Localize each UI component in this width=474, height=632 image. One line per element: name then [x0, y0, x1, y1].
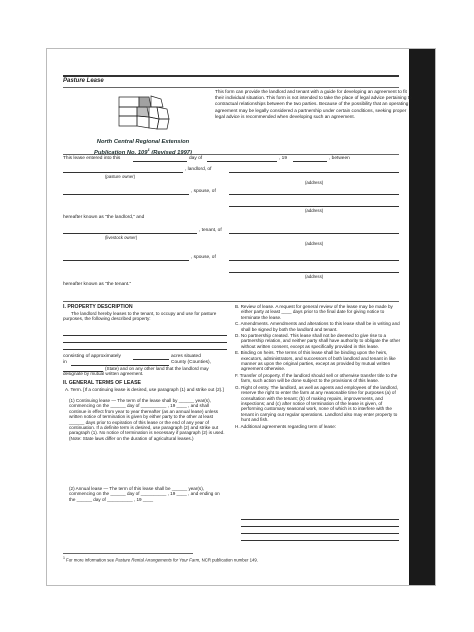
footnote-rule	[63, 553, 193, 554]
publication-line-2: Publication No. $109^1$ (Revised 1997)	[94, 147, 192, 156]
property-description-line-2[interactable]	[63, 342, 227, 343]
address-caption: (address)	[305, 274, 324, 279]
tenant-spouse-field[interactable]	[63, 260, 189, 261]
entered-into-label: This lease entered into this	[63, 156, 121, 161]
section-2-heading: II. GENERAL TERMS OF LEASE	[63, 380, 142, 386]
top-rule	[63, 75, 399, 77]
in-label: in	[63, 360, 67, 365]
between-label: , between	[329, 156, 350, 161]
consisting-label: consisting of approximately	[63, 354, 121, 359]
footnote: $^1$ For more information see Pasture Rental Arrangements for Your Farm, NCR publication number 149.	[63, 556, 258, 563]
footnote-marker: 1	[63, 556, 65, 560]
tenant-spouse-address-field[interactable]	[229, 260, 399, 261]
landlord-spouse-address-field[interactable]	[229, 194, 399, 195]
right-column	[235, 304, 401, 429]
day-of-label: day of	[189, 156, 203, 161]
continuing-lease-text: (1) Continuing lease — The term of the lease shall by ______ year(s), commencing on the ______ day of __________ , 19 ____ , and shall continue in effect from year to year thereafter (as an annual lease) unless written notice of termination is given by either party to the other at least ______ days prior to expiration of this lease or the end of any year of continuation. If a definite term is desired, use paragraph (2) and strike out paragraph (1). No notice of termination is necessary if paragraph (2) is used. (Note: State laws differ on the duration of agricultural leases.)	[69, 398, 225, 441]
address-caption: (address)	[305, 180, 324, 185]
section-1-heading: I. PROPERTY DESCRIPTION	[63, 304, 133, 310]
year-field[interactable]	[293, 161, 327, 162]
form-title: Pasture Lease	[63, 78, 104, 84]
clause-g: G. Right of entry. The landlord, as well as agents and employees of the landlord, reserve the right to enter the farm at any reasonable time for purposes (a) of consultation with the tenant; (b) of making repairs, improvements, and inspections; and (c) after notice of termination of the lease is given, of performing customary seasonal work, none of which is to interfere with the tenant in carrying out regular operations. Landlord also may enter property to hunt and fish.	[235, 384, 399, 423]
hereafter-tenant-label: hereafter known as "the tenant."	[63, 282, 132, 287]
additional-agreements-line-3[interactable]	[241, 533, 399, 534]
state-text: (State) and on any other land that the landlord may designate by mutual written agreement.	[63, 366, 209, 377]
year-label: , 19	[279, 156, 288, 161]
additional-agreements-line-2[interactable]	[241, 526, 399, 527]
section-1-text: The landlord hereby leases to the tenant, to occupy and use for pasture purposes, the following described property:	[63, 311, 217, 322]
acres-field[interactable]	[133, 359, 169, 360]
lease-form-page	[46, 48, 436, 586]
clause-c: C. Amendments. Amendments and alterations to this lease shall be in writing and shall be signed by both the landlord and tenant.	[235, 321, 400, 332]
month-field[interactable]	[207, 161, 277, 162]
intro-paragraph: This form can provide the landlord and tenant with a guide for developing an agreement to fit their individual situation. This form is not intended to take the place of legal advice pertaining to contractual relationships between the two parties. Because of the possibility that an operating agreement may be legally considered a partnership under certain conditions, seeking proper legal advice is recommended when developing such an agreement.	[215, 89, 412, 119]
clause-e: E. Binding on heirs. The terms of this lease shall be binding upon the heirs, executors, administrators, and successors of both landlord and tenant in like manner as upon the original parties, except as provided by mutual written agreement otherwise.	[235, 350, 396, 372]
term-a-text: A. Term. [If a continuing lease is desired, use paragraph (1) and strike out (2).]	[65, 387, 224, 392]
landlord-spouse-field[interactable]	[63, 194, 189, 195]
landlord-spouse-address-field-2[interactable]	[229, 206, 399, 207]
additional-agreements-line-4[interactable]	[241, 540, 399, 541]
header-rule	[63, 154, 399, 155]
landlord-name-field[interactable]	[63, 172, 183, 173]
tenant-name-field[interactable]	[63, 233, 197, 234]
county-label: County (Counties),	[171, 360, 211, 365]
annual-lease-text: (2) Annual lease — The term of this lease shall be ______ year(s), commencing on the ______ day of __________ , 19 ____ , and ending on the ______ day of __________ , 19 ____	[69, 486, 220, 502]
north-central-region-map-icon	[117, 93, 173, 133]
acres-label: acres situated	[171, 354, 201, 359]
address-caption: (address)	[305, 208, 324, 213]
property-description-line-3[interactable]	[63, 349, 227, 350]
tenant-of-label: , tenant, of	[199, 228, 222, 233]
spouse-of-label: , spouse, of	[191, 189, 216, 194]
landlord-address-field[interactable]	[229, 172, 399, 173]
livestock-owner-caption: (livestock owner)	[105, 235, 138, 240]
day-field[interactable]	[133, 161, 187, 162]
hereafter-landlord-label: hereafter known as "the landlord," and	[63, 215, 145, 220]
footnote-ref: 1	[147, 147, 150, 152]
spouse-of-label: , spouse, of	[191, 255, 216, 260]
clause-b: B. Review of lease. A request for general review of the lease may be made by either party at least ____ days prior to the final date for giving notice to terminate the lease.	[235, 304, 393, 320]
section-divider	[63, 301, 399, 302]
title-rule	[63, 87, 399, 88]
tenant-spouse-address-field-2[interactable]	[229, 272, 399, 273]
tenant-address-field[interactable]	[229, 233, 399, 234]
address-caption: (address)	[305, 241, 324, 246]
clause-d: D. No partnership created. This lease shall not be deemed to give rise to a partnership relation, and neither party shall have authority to obligate the other without written consent, except as specifically provided in this lease.	[235, 333, 401, 349]
property-description-line-1[interactable]	[63, 335, 227, 336]
additional-agreements-line-1[interactable]	[241, 519, 399, 520]
clause-h: H. Additional agreements regarding term of lease:	[235, 423, 337, 429]
landlord-of-label: , landlord, of	[185, 167, 212, 172]
right-edge-bar	[409, 49, 435, 585]
publication-line-1: North Central Regional Extension	[96, 139, 190, 145]
pasture-owner-caption: (pasture owner)	[105, 174, 136, 179]
clause-f: F. Transfer of property. If the landlord should sell or otherwise transfer title to the farm, such action will be done subject to the provisions of this lease.	[235, 372, 398, 384]
